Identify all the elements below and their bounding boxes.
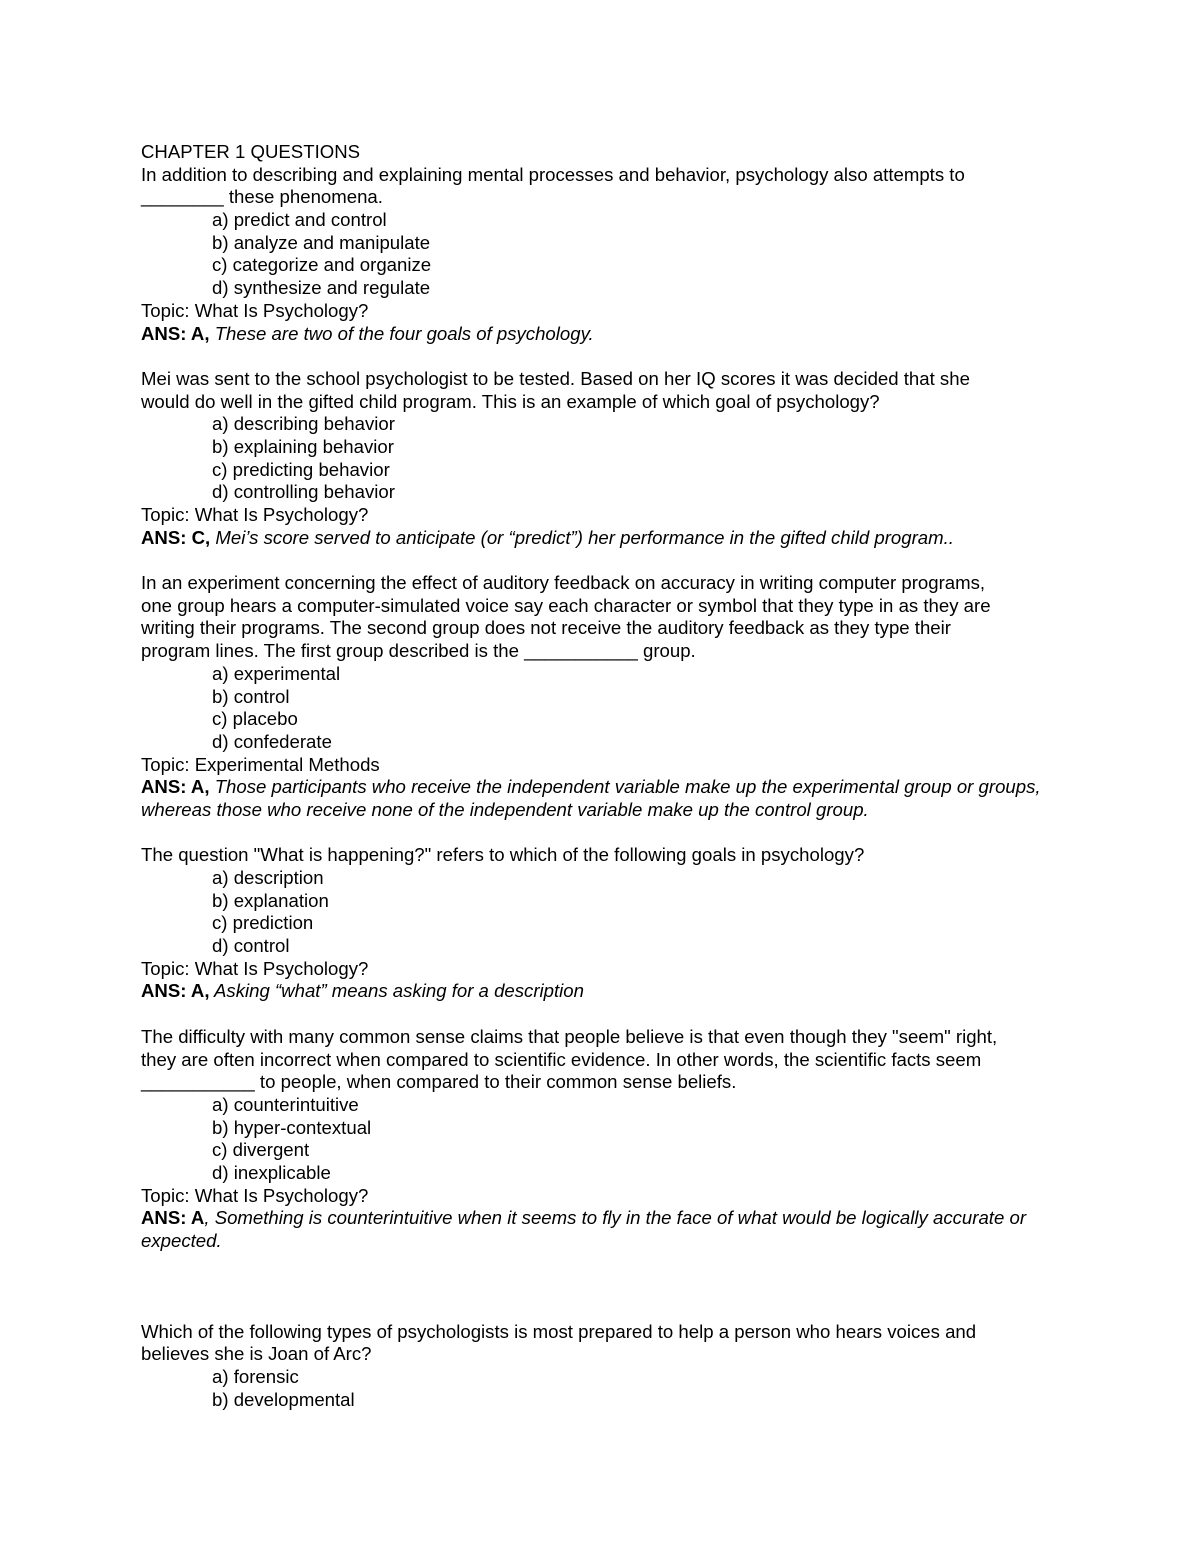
question-topic: Topic: What Is Psychology? [141, 1184, 369, 1206]
question-stem-line: they are often incorrect when compared to scientific evidence. In other words, the scientific facts seem [141, 1048, 982, 1070]
answer-option: b) analyze and manipulate [212, 231, 431, 253]
answer-option: c) placebo [212, 708, 298, 730]
question-stem-line: would do well in the gifted child program. This is an example of which goal of psychology? [141, 390, 880, 412]
question-block [141, 1026, 1061, 1253]
chapter-heading: CHAPTER 1 QUESTIONS [141, 141, 361, 162]
question-stem-line: Mei was sent to the school psychologist to be tested. Based on her IQ scores it was decided that she [141, 367, 970, 389]
answer-option: b) explaining behavior [212, 435, 394, 457]
answer-option: a) description [212, 867, 324, 889]
answer-option: b) developmental [212, 1388, 355, 1410]
answer-option: a) counterintuitive [212, 1093, 359, 1115]
answer-option: a) experimental [212, 662, 341, 684]
answer-option: a) forensic [212, 1366, 299, 1388]
question-stem-line: Which of the following types of psychologists is most prepared to help a person who hears voices and [141, 1320, 977, 1342]
question-topic: Topic: What Is Psychology? [141, 504, 369, 525]
document-page [141, 141, 1061, 1412]
spacer [141, 1253, 1061, 1321]
answer-line [141, 323, 1061, 346]
question-stem-line: one group hears a computer-simulated voice say each character or symbol that they type in as they are [141, 594, 991, 616]
answer-label: ANS: A, [141, 322, 210, 344]
answer-option: b) explanation [212, 889, 329, 911]
answer-option: b) control [212, 685, 290, 707]
answer-option: d) inexplicable [212, 1161, 331, 1183]
question-block [141, 1321, 1061, 1412]
question-stem-line: program lines. The first group described is the ___________ group. [141, 640, 696, 662]
answer-explanation: Asking “what” means asking for a description [209, 980, 584, 1002]
answer-label: ANS: A [141, 1207, 205, 1229]
question-topic: Topic: Experimental Methods [141, 753, 380, 775]
answer-explanation: Mei’s score served to anticipate (or “predict”) her performance in the gifted child program.. [210, 526, 954, 548]
answer-option: a) predict and control [212, 209, 387, 231]
answer-explanation: These are two of the four goals of psychology. [209, 322, 594, 344]
spacer [141, 1003, 1061, 1026]
answer-option: c) categorize and organize [212, 254, 432, 276]
answer-option: c) divergent [212, 1139, 310, 1161]
question-topic: Topic: What Is Psychology? [141, 299, 369, 321]
question-stem-line: The question "What is happening?" refers to which of the following goals in psychology? [141, 844, 865, 866]
question-stem-line: In an experiment concerning the effect of auditory feedback on accuracy in writing computer programs, [141, 572, 986, 594]
question-block [141, 368, 1061, 550]
spacer [141, 549, 1061, 572]
answer-line [141, 980, 1061, 1003]
answer-label: ANS: C, [141, 526, 211, 548]
question-stem-line: ___________ to people, when compared to their common sense beliefs. [141, 1071, 737, 1093]
question-stem-line: The difficulty with many common sense claims that people believe is that even though they "seem" right, [141, 1025, 998, 1047]
answer-option: d) synthesize and regulate [212, 277, 431, 299]
answer-line [141, 776, 1061, 821]
answer-explanation: Those participants who receive the independent variable make up the experimental group or groups, whereas those who receive none of the independent variable make up the control group. [141, 776, 1041, 820]
answer-line [141, 1207, 1061, 1252]
spacer [141, 822, 1061, 845]
answer-option: b) hyper-contextual [212, 1116, 372, 1138]
question-stem-line: believes she is Joan of Arc? [141, 1343, 372, 1365]
answer-line [141, 527, 1061, 550]
answer-label: ANS: A, [141, 980, 210, 1002]
question-stem-line: In addition to describing and explaining mental processes and behavior, psychology also attempts to [141, 163, 965, 185]
answer-option: d) confederate [212, 730, 332, 752]
answer-option: c) predicting behavior [212, 458, 390, 480]
question-stem-line: writing their programs. The second group does not receive the auditory feedback as they type their [141, 617, 951, 639]
spacer [141, 345, 1061, 368]
answer-option: a) describing behavior [212, 413, 395, 435]
question-stem-line: ________ these phenomena. [141, 186, 383, 208]
question-block [141, 164, 1061, 346]
question-block [141, 844, 1061, 1003]
question-block [141, 572, 1061, 822]
question-topic: Topic: What Is Psychology? [141, 957, 369, 979]
answer-option: c) prediction [212, 912, 314, 934]
answer-option: d) controlling behavior [212, 481, 395, 503]
answer-explanation: , Something is counterintuitive when it seems to fly in the face of what would be logically accurate or expected. [141, 1207, 1027, 1252]
answer-option: d) control [212, 935, 290, 957]
answer-label: ANS: A, [141, 776, 210, 798]
